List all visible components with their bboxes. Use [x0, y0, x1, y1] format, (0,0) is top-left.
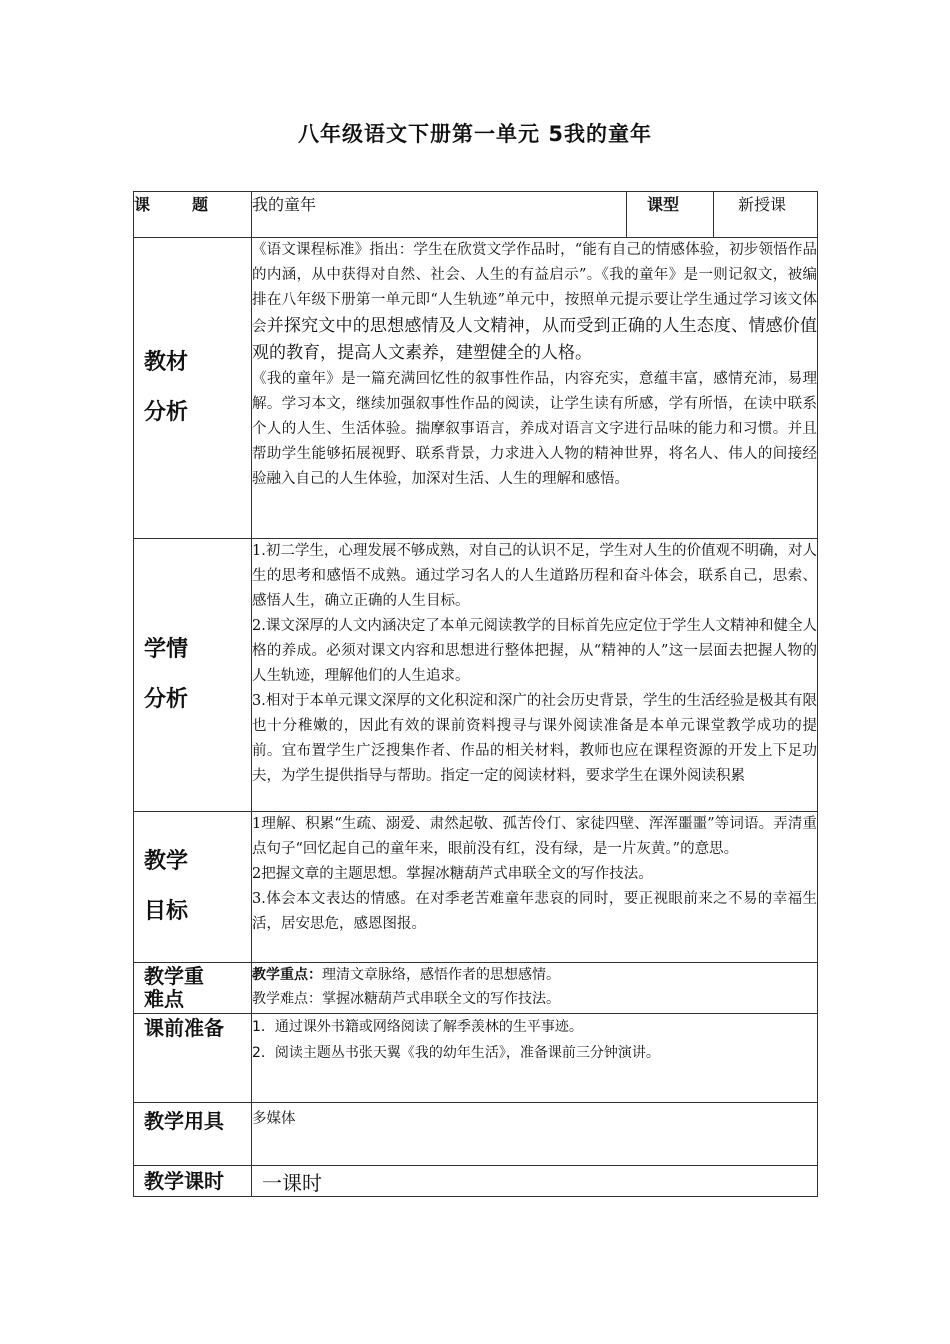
- topic-label-b: 题: [192, 195, 209, 214]
- periods-value: 一课时: [252, 1166, 818, 1197]
- tools-value: 多媒体: [252, 1103, 818, 1166]
- preparation-label: 课前准备: [144, 1016, 224, 1040]
- preparation-item-1: 1．通过课外书籍或网络阅读了解季羡林的生平事迹。: [252, 1019, 583, 1035]
- tools-label: 教学用具: [144, 1109, 224, 1133]
- objective-item-1: 1理解、积累“生疏、溺爱、肃然起敬、孤苦伶仃、家徒四壁、浑浑噩噩”等词语。弄清重点句子“回忆起自己的童年来，眼前没有红，没有绿，是一片灰黄。”的意思。: [252, 816, 817, 857]
- lesson-plan-table: [133, 191, 818, 1197]
- type-value: 新授课: [714, 192, 818, 238]
- objective-item-2: 2把握文章的主题思想。掌握冰糖葫芦式串联全文的写作技法。: [252, 866, 653, 882]
- key-focus-text: 理清文章脉络，感悟作者的思想感情。: [322, 967, 560, 983]
- material-para1-b: 并探究文中的思想感情及人文精神，从而受到正确的人生态度、情感价值观的教育，提高人文素养，建塑健全的人格。: [252, 316, 817, 363]
- topic-label-a: 课: [134, 195, 151, 214]
- key-label-line1: 教学重: [144, 964, 204, 988]
- preparation-content: [252, 1014, 818, 1103]
- topic-row: [134, 192, 818, 238]
- student-label-line2: 分析: [144, 687, 189, 712]
- student-item-3: 3.相对于本单元课文深厚的文化积淀和深广的社会历史背景，学生的生活经验是极其有限也十分稚嫩的，因此有效的课前资料搜寻与课外阅读准备是本单元课堂教学成功的提前。宜布置学生广泛搜集作者、作品的相关材料，教师也应在课程资源的开发上下足功夫，为学生提供指导与帮助。指定一定的阅读材料，要求学生在课外阅读积累: [252, 693, 817, 784]
- document-title: 八年级语文下册第一单元 5我的童年: [298, 122, 652, 146]
- objectives-label-line2: 目标: [144, 899, 189, 924]
- type-label: 课型: [627, 192, 714, 238]
- preparation-item-2: 2．阅读主题丛书张天翼《我的幼年生活》，准备课前三分钟演讲。: [252, 1045, 660, 1061]
- periods-label-cell: [134, 1166, 252, 1197]
- key-label-line2: 难点: [144, 987, 184, 1011]
- objectives-label: [134, 812, 252, 963]
- key-points-label: [134, 963, 252, 1014]
- student-item-2: 2.课文深厚的人文内涵决定了本单元阅读教学的目标首先应定位于学生人文精神和健全人格的养成。必须对课文内容和思想进行整体把握，从“精神的人”这一层面去把握人物的人生轨迹，理解他们的人生追求。: [252, 618, 817, 684]
- objectives-content: [252, 812, 818, 963]
- student-analysis-content: [252, 539, 818, 812]
- tools-row: [134, 1103, 818, 1166]
- student-analysis-row: [134, 539, 818, 812]
- topic-label: [134, 192, 252, 238]
- tools-label-cell: [134, 1103, 252, 1166]
- preparation-label-cell: [134, 1014, 252, 1103]
- material-label-line2: 分析: [144, 400, 189, 425]
- key-difficulty: 教学难点：掌握冰糖葫芦式串联全文的写作技法。: [252, 991, 560, 1007]
- objective-item-3: 3.体会本文表达的情感。在对季老苦难童年悲哀的同时，要正视眼前来之不易的幸福生活，居安思危，感恩图报。: [252, 891, 817, 932]
- material-analysis-row: [134, 238, 818, 539]
- key-focus-label: 教学重点：: [252, 967, 322, 983]
- periods-label: 教学课时: [144, 1169, 224, 1193]
- material-label-line1: 教材: [144, 350, 189, 375]
- material-analysis-content: [252, 238, 818, 539]
- key-points-content: [252, 963, 818, 1014]
- topic-value: 我的童年: [252, 192, 627, 238]
- material-para2: 《我的童年》是一篇充满回忆性的叙事性作品，内容充实，意蕴丰富，感情充沛，易理解。学习本文，继续加强叙事性作品的阅读，让学生读有所感，学有所悟，在读中联系个人的人生、生活体验。揣摩叙事语言，养成对语言文字进行品味的能力和习惯。并且帮助学生能够拓展视野、联系背景，力求进入人物的精神世界，将名人、伟人的间接经验融入自己的人生体验，加深对生活、人生的理解和感悟。: [252, 371, 817, 487]
- periods-row: [134, 1166, 818, 1197]
- objectives-row: [134, 812, 818, 963]
- material-analysis-label: [134, 238, 252, 539]
- preparation-row: [134, 1014, 818, 1103]
- student-analysis-label: [134, 539, 252, 812]
- key-points-row: [134, 963, 818, 1014]
- material-para1-a: 《语文课程标准》指出：学生在欣赏文学作品时，“能有自己的情感体验，初步领悟作品的内涵，从中获得对自然、社会、人生的有益启示”。《我的童年》是一则记叙文，被编排在八年级下册第一单元即“人生轨迹”单元中，按照单元提示要让学生通过学习该文体会: [252, 242, 817, 335]
- student-label-line1: 学情: [144, 637, 189, 662]
- objectives-label-line1: 教学: [144, 849, 189, 874]
- student-item-1: 1.初二学生，心理发展不够成熟，对自己的认识不足，学生对人生的价值观不明确，对人生的思考和感悟不成熟。通过学习名人的人生道路历程和奋斗体会，联系自己，思索、感悟人生，确立正确的人生目标。: [252, 543, 817, 609]
